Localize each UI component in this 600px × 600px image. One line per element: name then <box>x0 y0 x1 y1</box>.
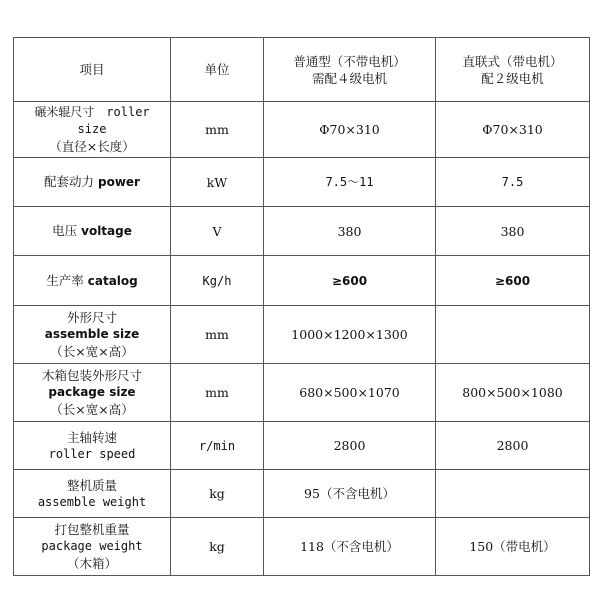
header-item: 项目 <box>14 38 171 102</box>
row-unit: mm <box>171 306 264 364</box>
row-value-b <box>436 306 590 364</box>
row-value-b <box>436 470 590 518</box>
row-label: 电压 voltage <box>14 207 171 256</box>
row-label: 整机质量 assemble weight <box>14 470 171 518</box>
row-value-b: Φ70×310 <box>436 102 590 158</box>
row-unit: Kg/h <box>171 256 264 306</box>
row-unit: r/min <box>171 422 264 470</box>
row-value-a: 1000×1200×1300 <box>264 306 436 364</box>
table-row <box>14 422 590 470</box>
row-unit: kg <box>171 470 264 518</box>
row-unit: mm <box>171 102 264 158</box>
row-unit: kW <box>171 158 264 207</box>
row-label: 碾米辊尺寸 roller size （直径×长度） <box>14 102 171 158</box>
spec-table-container <box>13 37 589 576</box>
row-value-b: ≥600 <box>436 256 590 306</box>
table-row <box>14 207 590 256</box>
table-row <box>14 306 590 364</box>
row-value-b: 800×500×1080 <box>436 364 590 422</box>
header-unit: 单位 <box>171 38 264 102</box>
table-row <box>14 470 590 518</box>
row-label: 配套动力 power <box>14 158 171 207</box>
row-value-a: 7.5～11 <box>264 158 436 207</box>
row-value-a: 380 <box>264 207 436 256</box>
table-row <box>14 158 590 207</box>
row-value-a: 118（不含电机） <box>264 518 436 576</box>
row-value-a: ≥600 <box>264 256 436 306</box>
row-value-a: 2800 <box>264 422 436 470</box>
row-value-a: Φ70×310 <box>264 102 436 158</box>
row-unit: V <box>171 207 264 256</box>
header-col-a: 普通型（不带电机） 需配４级电机 <box>264 38 436 102</box>
row-value-b: 380 <box>436 207 590 256</box>
row-label: 生产率 catalog <box>14 256 171 306</box>
row-unit: mm <box>171 364 264 422</box>
row-value-a: 680×500×1070 <box>264 364 436 422</box>
header-col-b: 直联式（带电机） 配２级电机 <box>436 38 590 102</box>
table-row <box>14 364 590 422</box>
spec-table <box>13 37 590 576</box>
table-row <box>14 518 590 576</box>
row-unit: kg <box>171 518 264 576</box>
row-label: 打包整机重量 package weight （木箱） <box>14 518 171 576</box>
row-value-b: 2800 <box>436 422 590 470</box>
table-row <box>14 102 590 158</box>
header-row <box>14 38 590 102</box>
row-value-b: 7.5 <box>436 158 590 207</box>
row-value-b: 150（带电机） <box>436 518 590 576</box>
table-row <box>14 256 590 306</box>
row-value-a: 95（不含电机） <box>264 470 436 518</box>
row-label: 木箱包装外形尺寸 package size （长×宽×高） <box>14 364 171 422</box>
row-label: 主轴转速 roller speed <box>14 422 171 470</box>
row-label: 外形尺寸 assemble size （长×宽×高） <box>14 306 171 364</box>
